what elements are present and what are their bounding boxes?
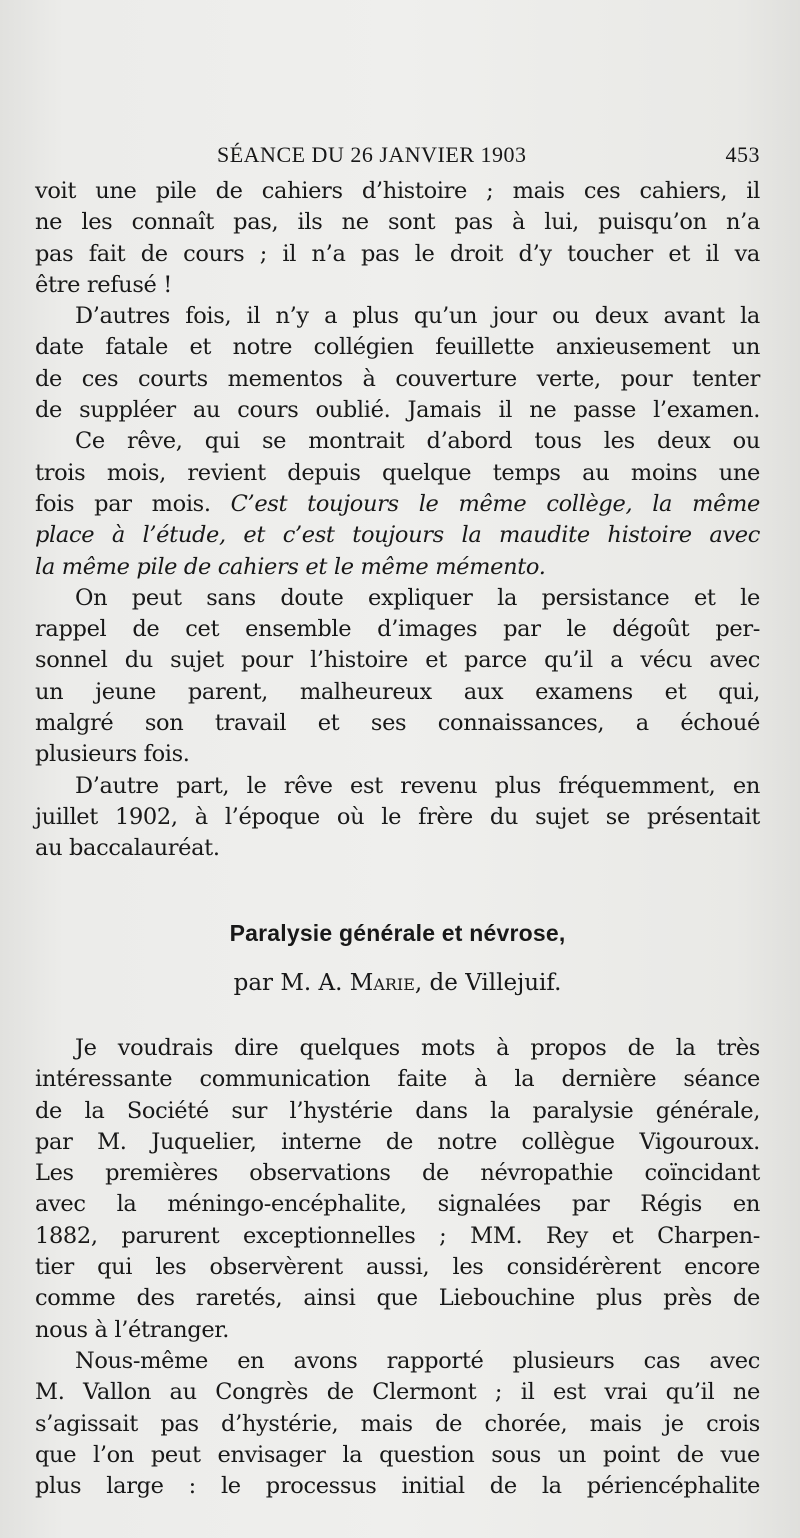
text-line: malgré son travail et ses connaissances, a échoué <box>35 710 760 737</box>
article-title: Paralysie générale et névrose, <box>229 920 566 946</box>
text-line: ne les connaît pas, ils ne sont pas à lui, puisqu’on n’a <box>35 209 760 236</box>
text-line: On peut sans doute expliquer la persistance et le <box>75 584 760 611</box>
text-line: voit une pile de cahiers d’histoire ; mais ces cahiers, il <box>35 178 760 204</box>
byline-prefix: par M. A. <box>233 970 343 996</box>
text-line: M. Vallon au Congrès de Clermont ; il est vrai qu’il ne <box>35 1379 760 1406</box>
text-line: D’autres fois, il n’y a plus qu’un jour ou deux avant la <box>75 303 760 330</box>
text-line: de la Société sur l’hystérie dans la paralysie générale, <box>35 1097 760 1124</box>
text-line: trois mois, revient depuis quelque temps au moins une <box>35 459 760 486</box>
text-line: être refusé ! <box>35 271 172 298</box>
text-line: un jeune parent, malheureux aux examens et qui, <box>35 678 760 705</box>
text-line: Je voudrais dire quelques mots à propos de la très <box>75 1035 760 1061</box>
text-line: de suppléer au cours oublié. Jamais il ne passe l’examen. <box>35 397 760 424</box>
text-line: comme des raretés, ainsi que Liebouchine plus près de <box>35 1285 760 1312</box>
text-line <box>35 489 760 520</box>
text-line: tier qui les observèrent aussi, les considérèrent encore <box>35 1254 760 1281</box>
running-head-title: SÉANCE DU 26 JANVIER 1903 <box>217 142 527 167</box>
author-surname: Marie <box>349 970 415 996</box>
text-fragment: fois par mois. <box>35 490 211 517</box>
text-line: par M. Juquelier, interne de notre collègue Vigouroux. <box>35 1128 760 1155</box>
text-line: s’agissait pas d’hystérie, mais de chorée, mais je crois <box>35 1410 760 1437</box>
article-byline <box>35 970 760 996</box>
text-line: place à l’étude, et c’est toujours la maudite histoire avec <box>35 522 760 549</box>
text-line: la même pile de cahiers et le même mémento. <box>35 553 546 580</box>
text-line: juillet 1902, à l’époque où le frère du sujet se présentait <box>35 803 760 830</box>
text-line: Nous-même en avons rapporté plusieurs cas avec <box>75 1347 760 1374</box>
text-line: plus large : le processus initial de la périencéphalite <box>35 1473 760 1500</box>
text-line: au baccalauréat. <box>35 835 220 862</box>
page-number: 453 <box>725 142 760 167</box>
body-text-section-2 <box>35 1033 760 1502</box>
body-text-section-1 <box>35 176 760 865</box>
byline-suffix: , de Villejuif. <box>414 970 562 996</box>
text-line: avec la méningo-encéphalite, signalées par Régis en <box>35 1191 760 1218</box>
text-line: que l’on peut envisager la question sous un point de vue <box>35 1441 760 1468</box>
text-line: D’autre part, le rêve est revenu plus fréquemment, en <box>75 772 760 799</box>
text-line: de ces courts mementos à couverture verte, pour tenter <box>35 365 760 392</box>
text-line: sonnel du sujet pour l’histoire et parce qu’il a vécu avec <box>35 647 760 674</box>
text-line: Les premières observations de névropathie coïncidant <box>35 1160 760 1187</box>
text-line: intéressante communication faite à la dernière séance <box>35 1066 760 1093</box>
text-line: date fatale et notre collégien feuillette anxieusement un <box>35 334 760 361</box>
text-line: pas fait de cours ; il n’a pas le droit d’y toucher et il va <box>35 240 760 267</box>
text-line: Ce rêve, qui se montrait d’abord tous les deux ou <box>75 428 760 455</box>
text-line: plusieurs fois. <box>35 741 190 768</box>
running-head <box>35 142 760 172</box>
text-line: rappel de cet ensemble d’images par le dégoût per- <box>35 616 760 643</box>
italic-fragment: C’est toujours le même collège, la même <box>230 490 760 517</box>
text-line: nous à l’étranger. <box>35 1316 230 1343</box>
text-line: 1882, parurent exceptionnelles ; MM. Rey et Charpen- <box>35 1222 760 1249</box>
